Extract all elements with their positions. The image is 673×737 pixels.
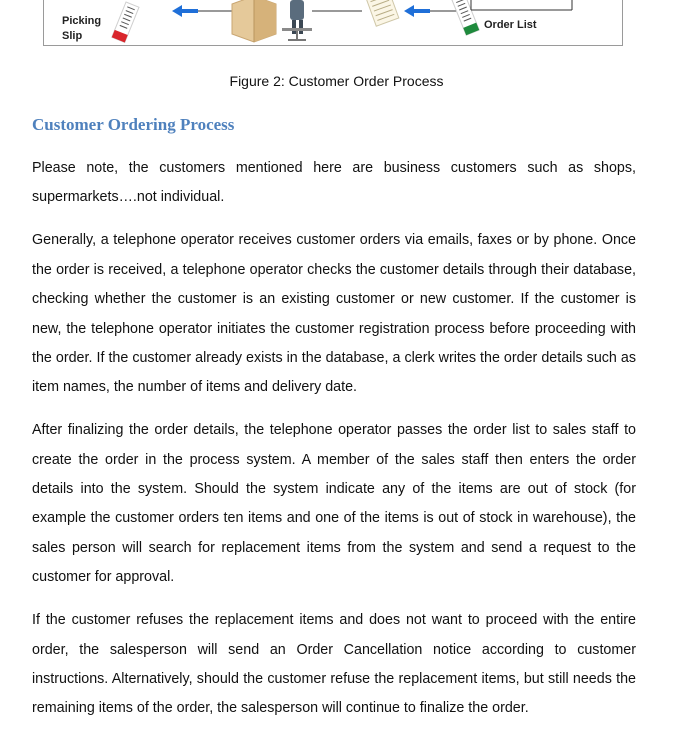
figure-caption: Figure 2: Customer Order Process bbox=[229, 73, 444, 89]
order-form-document-icon bbox=[366, 0, 399, 26]
picking-slip-label-line2: Slip bbox=[62, 30, 83, 42]
process-figure bbox=[43, 0, 623, 46]
section-heading: Customer Ordering Process bbox=[32, 115, 235, 134]
picking-slip-document-icon bbox=[112, 2, 139, 42]
paragraph: If the customer refuses the replacement items and does not want to proceed with the entire order, the salesperson will send an Order Cancellation notice according to customer instructions. Alternatively, should the customer refuse the replacement items, but still needs the remaining items of the order, the salesperson will continue to finalize the order. bbox=[32, 612, 636, 717]
desk-icon bbox=[232, 0, 276, 42]
paragraph: Please note, the customers mentioned here are business customers such as shops, supermarkets….not individual. bbox=[32, 160, 636, 206]
section-body bbox=[32, 154, 636, 737]
left-arrow-icon bbox=[172, 5, 198, 17]
paragraph: After finalizing the order details, the telephone operator passes the order list to sales staff to create the order in the process system. A member of the sales staff then enters the order details into the system. Should the system indicate any of the items are out of stock (for example the customer orders ten items and one of the items is out of stock in warehouse), the sales person will search for replacement items from the system and send a request to the customer for approval. bbox=[32, 422, 636, 586]
left-arrow-icon bbox=[404, 5, 430, 17]
paragraph: Generally, a telephone operator receives customer orders via emails, faxes or by phone. Once the order is received, a telephone operator checks the customer details through their database, checking whether the customer is an existing customer or new customer. If the customer is new, the telephone operator initiates the customer registration process before proceeding with the order. If the customer already exists in the database, a clerk writes the order details such as item names, the number of items and delivery date. bbox=[32, 232, 636, 396]
picking-slip-label-line1: Picking bbox=[62, 15, 102, 27]
order-list-document-icon bbox=[452, 0, 479, 35]
picking-slip-label bbox=[62, 14, 101, 44]
worker-icon bbox=[282, 0, 312, 40]
order-list-label: Order List bbox=[484, 19, 537, 31]
